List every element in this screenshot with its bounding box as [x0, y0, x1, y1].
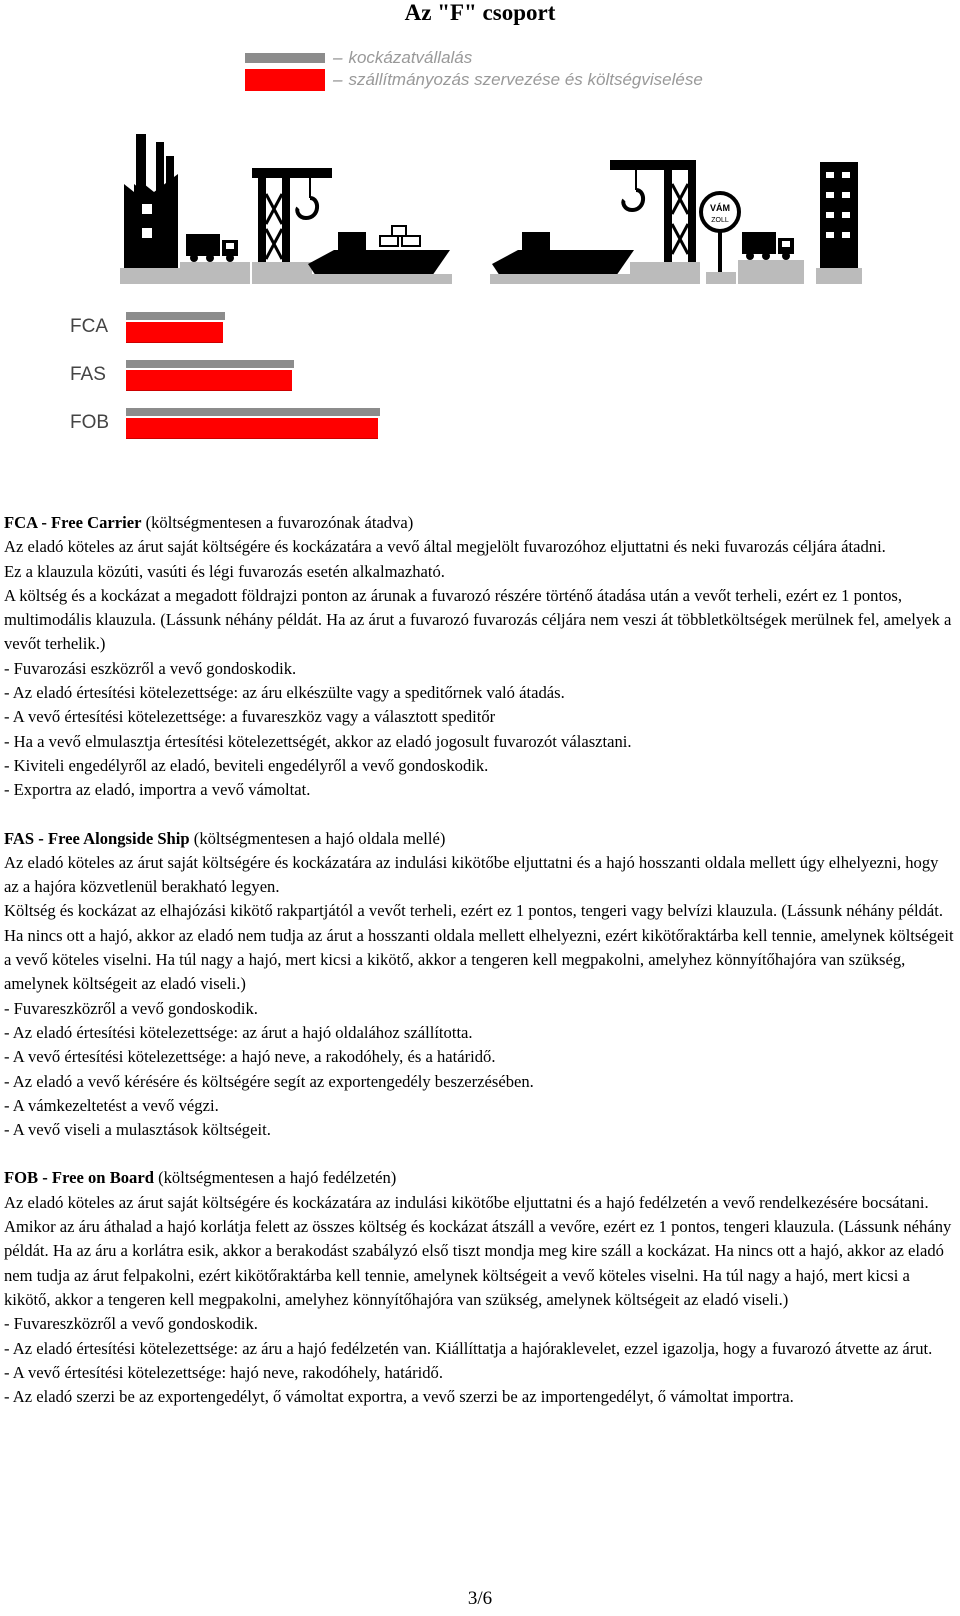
bar-label-fca: FCA [70, 316, 108, 337]
truck-icon [738, 232, 804, 284]
section-line: - Az eladó értesítési kötelezettsége: az árut a hajó oldalához szállította. [4, 1022, 473, 1042]
section-line: - A vevő viseli a mulasztások költségeit. [4, 1120, 271, 1140]
customs-sign-top-text: VÁM [710, 203, 730, 213]
bar-risk-fca [126, 312, 225, 320]
section-line: - Az eladó szerzi be az exportengedélyt, ő vámoltat exportra, a vevő szerzi be az importengedélyt, ő vámoltat importra. [4, 1387, 794, 1407]
legend-swatch-grey [245, 53, 325, 63]
bar-risk-fas [126, 360, 294, 368]
section-heading-fca [4, 511, 954, 535]
section-line: Ez a klauzula közúti, vasúti és légi fuvarozás esetén alkalmazható. [4, 561, 445, 581]
section-line: - Fuvareszközről a vevő gondoskodik. [4, 1314, 258, 1334]
factory-icon [120, 134, 180, 284]
section-line: Költség és kockázat az elhajózási kikötő rakpartjától a vevőt terheli, ezért ez 1 pontos, tengeri vagy belvízi klauzula. (Lássunk néhány példát. Ha nincs ott a hajó, akkor az eladó nem tudja az árut a hosszanti oldala mellett elhelyezni, ezért kikötőraktárba kell tennie, amelynek költségeit a vevő köteles viselni. Ha túl nagy a hajó, mert kicsi a kikötő, akkor a tengeren kell megpakolni, amelyhez könnyítőhajóra van szükség, amelynek költségeit az eladó viseli.) [4, 901, 954, 994]
section-title-fas: FAS - Free Alongside Ship [4, 828, 190, 848]
customs-sign-bottom-text: ZOLL [711, 217, 729, 224]
section-line: Az eladó köteles az árut saját költségére és kockázatára az indulási kikötőbe eljuttatni és a hajó fedélzetén a vevő rendelkezésére bocsátani. [4, 1192, 929, 1212]
legend-item-cost [245, 70, 703, 90]
truck-icon [180, 234, 250, 284]
section-line: - Az eladó a vevő kérésére és költségére segít az exportengedély beszerzésében. [4, 1071, 534, 1091]
section-line: - Az eladó értesítési kötelezettsége: az áru a hajó fedélzetén van. Kiállíttatja a hajóraklevelet, ezzel igazolja, hogy a fuvarozó átvette az árut. [4, 1338, 933, 1358]
legend [245, 44, 765, 94]
ship-icon [490, 232, 636, 284]
section-line: Az eladó köteles az árut saját költségére és kockázatára a vevő által megjelölt fuvarozóhoz eljuttatni és neki fuvarozás céljára átadni. [4, 537, 886, 557]
section-line: - A vevő értesítési kötelezettsége: hajó neve, rakodóhely, határidő. [4, 1362, 443, 1382]
section-title-fob: FOB - Free on Board [4, 1168, 154, 1188]
bar-cost-fob [126, 418, 378, 439]
section-body-fas [4, 851, 954, 1143]
section-line: - Fuvarozási eszközről a vevő gondoskodik. [4, 658, 297, 678]
section-body-fob [4, 1191, 954, 1410]
transport-illustration [120, 134, 890, 304]
section-line: - A vevő értesítési kötelezettsége: a hajó neve, a rakodóhely, és a határidő. [4, 1047, 496, 1067]
section-heading-fob [4, 1166, 954, 1190]
page-number: 3/6 [467, 1588, 493, 1609]
crane-icon [610, 160, 700, 284]
section-line: - Exportra az eladó, importra a vevő vámoltat. [4, 780, 311, 800]
main-content [4, 511, 954, 1409]
section-subtitle-fob: (költségmentesen a hajó fedélzetén) [158, 1168, 397, 1188]
customs-sign-icon [701, 193, 739, 284]
section-subtitle-fas: (költségmentesen a hajó oldala mellé) [193, 828, 446, 848]
section-line: Az eladó köteles az árut saját költségére és kockázatára az indulási kikötőbe eljuttatni és a hajó hosszanti oldala mellett úgy elhelyezni, hogy az a hajóra közvetlenül berakható legyen. [4, 852, 939, 897]
section-line: - Fuvareszközről a vevő gondoskodik. [4, 998, 258, 1018]
legend-item-risk [245, 48, 472, 68]
legend-label-risk: kockázatvállalás [348, 48, 473, 67]
section-heading-fas [4, 827, 954, 851]
incoterm-bars [70, 312, 410, 462]
ship-icon [306, 226, 452, 284]
legend-swatch-red [245, 69, 325, 91]
bar-cost-fas [126, 370, 292, 391]
section-title-fca: FCA - Free Carrier [4, 513, 142, 532]
section-line: A költség és a kockázat a megadott földrajzi ponton az árunak a fuvarozó részére történő átadása után a vevőt terheli, ezért ez 1 pontos, multimodális klauzula. (Lássunk néhány példát. Ha az árut a fuvarozó fuvarozás céljára nem veszi át többletköltségek merülnek fel, amelyek a vevőt terhelik.) [4, 585, 952, 654]
legend-dash: – [333, 70, 343, 89]
legend-label-cost: szállítmányozás szervezése és költségviselése [348, 70, 703, 89]
section-line: - A vevő értesítési kötelezettsége: a fuvareszköz vagy a választott speditőr [4, 707, 496, 727]
section-line: - Az eladó értesítési kötelezettsége: az áru elkészülte vagy a speditőrnek való átadás. [4, 683, 565, 703]
section-subtitle-fca: (költségmentesen a fuvarozónak átadva) [145, 513, 414, 532]
section-line: - Ha a vevő elmulasztja értesítési kötelezettségét, akkor az eladó jogosult fuvarozót választani. [4, 731, 632, 751]
bar-cost-fca [126, 322, 223, 343]
bar-label-fob: FOB [70, 412, 110, 433]
section-line: Amikor az áru áthalad a hajó korlátja felett az összes költség és kockázat átszáll a vevőre, ezért ez 1 pontos, tengeri klauzula. (Lássunk néhány példát. Ha az áru a korlátra esik, akkor a berakodást szabályzó első tiszt mondja meg kire száll a kockázat. Ha nincs ott a hajó, akkor az eladó nem tudja az árut felpakolni, ezért kikötőraktárba kell tennie, amelynek költségeit a vevő köteles viselni. Ha túl nagy a hajó, mert kicsi a kikötő, akkor a tengeren kell megpakolni, amelyhez könnyítőhajóra van szükség, amelynek költségeit az eladó viseli.) [4, 1217, 952, 1309]
bar-label-fas: FAS [70, 364, 106, 385]
page-title: Az "F" csoport [404, 0, 556, 25]
building-icon [816, 162, 862, 284]
section-line: - A vámkezeltetést a vevő végzi. [4, 1095, 219, 1115]
section-line: - Kiviteli engedélyről az eladó, beviteli engedélyről a vevő gondoskodik. [4, 755, 489, 775]
section-body-fca [4, 535, 954, 802]
bar-risk-fob [126, 408, 380, 416]
legend-dash: – [333, 48, 343, 67]
